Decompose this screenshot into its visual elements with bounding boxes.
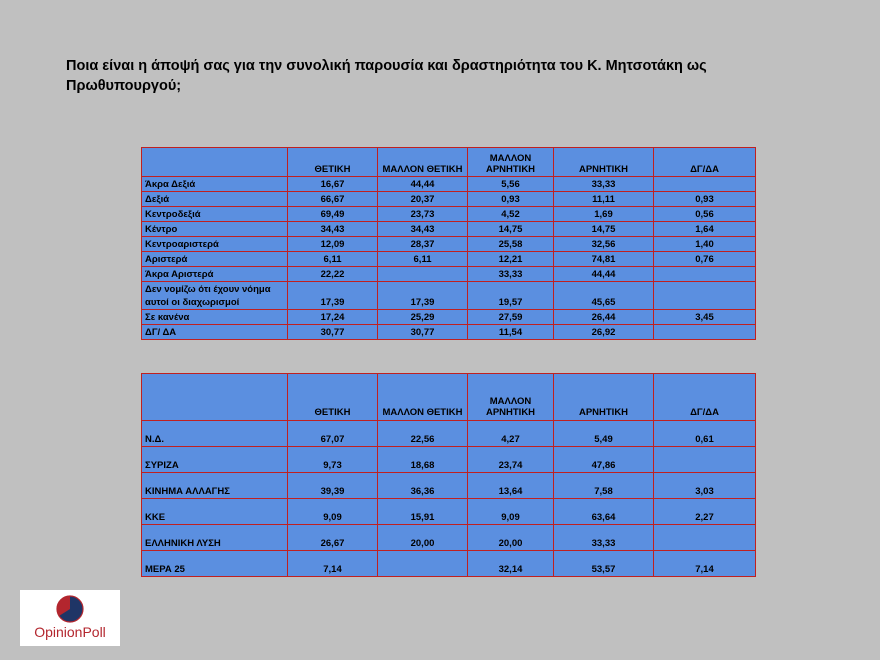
column-header xyxy=(142,374,288,421)
table-cell: 27,59 xyxy=(468,310,554,325)
table-cell: 4,52 xyxy=(468,207,554,222)
table-cell: 39,39 xyxy=(288,473,378,499)
table-row xyxy=(142,325,756,340)
row-label: Ν.Δ. xyxy=(142,421,288,447)
table-row xyxy=(142,222,756,237)
column-header: ΜΑΛΛΟΝ ΘΕΤΙΚΗ xyxy=(378,148,468,177)
opinionpoll-logo-icon xyxy=(56,595,84,623)
column-header: ΑΡΝΗΤΙΚΗ xyxy=(554,148,654,177)
table-row xyxy=(142,310,756,325)
row-label: ΜΕΡΑ 25 xyxy=(142,551,288,577)
table-cell: 9,09 xyxy=(468,499,554,525)
table-cell: 44,44 xyxy=(554,267,654,282)
table-cell: 18,68 xyxy=(378,447,468,473)
table-row xyxy=(142,525,756,551)
table-cell xyxy=(378,551,468,577)
table-row xyxy=(142,252,756,267)
header-row xyxy=(142,374,756,421)
table-cell: 1,64 xyxy=(654,222,756,237)
table-cell xyxy=(378,267,468,282)
column-header: ΜΑΛΛΟΝ ΑΡΝΗΤΙΚΗ xyxy=(468,148,554,177)
column-header: ΜΑΛΛΟΝ ΑΡΝΗΤΙΚΗ xyxy=(468,374,554,421)
table-cell: 13,64 xyxy=(468,473,554,499)
column-header: ΘΕΤΙΚΗ xyxy=(288,148,378,177)
table-cell: 6,11 xyxy=(288,252,378,267)
column-header: ΔΓ/ΔΑ xyxy=(654,148,756,177)
table-row xyxy=(142,421,756,447)
table-cell: 32,14 xyxy=(468,551,554,577)
table-cell: 17,39 xyxy=(378,282,468,310)
table-cell: 20,00 xyxy=(468,525,554,551)
table-cell xyxy=(654,267,756,282)
table-cell: 14,75 xyxy=(468,222,554,237)
table-cell: 5,56 xyxy=(468,177,554,192)
row-label: ΕΛΛΗΝΙΚΗ ΛΥΣΗ xyxy=(142,525,288,551)
logo-text: OpinionPoll xyxy=(34,624,106,640)
table-cell: 19,57 xyxy=(468,282,554,310)
row-label: Κέντρο xyxy=(142,222,288,237)
table-cell: 7,14 xyxy=(654,551,756,577)
row-label: Άκρα Δεξιά xyxy=(142,177,288,192)
table-cell: 3,45 xyxy=(654,310,756,325)
table-row xyxy=(142,473,756,499)
table-cell: 30,77 xyxy=(378,325,468,340)
column-header: ΑΡΝΗΤΙΚΗ xyxy=(554,374,654,421)
table-row xyxy=(142,282,756,310)
table-cell: 26,92 xyxy=(554,325,654,340)
table-cell: 67,07 xyxy=(288,421,378,447)
table-row xyxy=(142,237,756,252)
table-cell: 15,91 xyxy=(378,499,468,525)
opinionpoll-logo xyxy=(20,590,120,646)
table-cell: 63,64 xyxy=(554,499,654,525)
table-cell: 33,33 xyxy=(554,525,654,551)
table-cell: 20,00 xyxy=(378,525,468,551)
table-cell: 26,44 xyxy=(554,310,654,325)
table-cell: 0,93 xyxy=(654,192,756,207)
table-cell: 22,22 xyxy=(288,267,378,282)
table-cell: 2,27 xyxy=(654,499,756,525)
column-header xyxy=(142,148,288,177)
table-row xyxy=(142,177,756,192)
header-row xyxy=(142,148,756,177)
table-cell: 9,73 xyxy=(288,447,378,473)
table-row xyxy=(142,207,756,222)
table-cell: 5,49 xyxy=(554,421,654,447)
row-label: Αριστερά xyxy=(142,252,288,267)
row-label: Κεντροαριστερά xyxy=(142,237,288,252)
table-cell: 14,75 xyxy=(554,222,654,237)
table-cell: 45,65 xyxy=(554,282,654,310)
table-cell: 69,49 xyxy=(288,207,378,222)
table-cell: 23,74 xyxy=(468,447,554,473)
table-cell: 30,77 xyxy=(288,325,378,340)
row-label: ΣΥΡΙΖΑ xyxy=(142,447,288,473)
table-cell xyxy=(654,177,756,192)
table-cell: 74,81 xyxy=(554,252,654,267)
table-row xyxy=(142,447,756,473)
table-cell: 44,44 xyxy=(378,177,468,192)
table-cell: 7,58 xyxy=(554,473,654,499)
table-cell: 0,56 xyxy=(654,207,756,222)
row-label: Άκρα Αριστερά xyxy=(142,267,288,282)
table-cell: 23,73 xyxy=(378,207,468,222)
table-cell: 4,27 xyxy=(468,421,554,447)
table-cell: 0,93 xyxy=(468,192,554,207)
table-row xyxy=(142,267,756,282)
results-by-party-table xyxy=(141,373,756,577)
table-cell: 53,57 xyxy=(554,551,654,577)
table-cell: 32,56 xyxy=(554,237,654,252)
table-cell: 33,33 xyxy=(468,267,554,282)
table-cell: 6,11 xyxy=(378,252,468,267)
table-cell: 28,37 xyxy=(378,237,468,252)
table-cell: 25,58 xyxy=(468,237,554,252)
table-cell xyxy=(654,447,756,473)
table-cell: 34,43 xyxy=(378,222,468,237)
table-cell: 1,40 xyxy=(654,237,756,252)
column-header: ΘΕΤΙΚΗ xyxy=(288,374,378,421)
column-header: ΜΑΛΛΟΝ ΘΕΤΙΚΗ xyxy=(378,374,468,421)
table-cell: 11,11 xyxy=(554,192,654,207)
table-cell: 17,39 xyxy=(288,282,378,310)
table-cell: 26,67 xyxy=(288,525,378,551)
column-header: ΔΓ/ΔΑ xyxy=(654,374,756,421)
table-cell: 16,67 xyxy=(288,177,378,192)
table-row xyxy=(142,192,756,207)
row-label: ΚΚΕ xyxy=(142,499,288,525)
table-cell: 17,24 xyxy=(288,310,378,325)
row-label: ΔΓ/ ΔΑ xyxy=(142,325,288,340)
table-row xyxy=(142,499,756,525)
table-cell: 25,29 xyxy=(378,310,468,325)
table-cell: 33,33 xyxy=(554,177,654,192)
row-label: Κεντροδεξιά xyxy=(142,207,288,222)
row-label: ΚΙΝΗΜΑ ΑΛΛΑΓΗΣ xyxy=(142,473,288,499)
results-by-ideology-table xyxy=(141,147,756,340)
page-title: Ποια είναι η άποψή σας για την συνολική παρουσία και δραστηριότητα του Κ. Μητσοτάκη ως Πρωθυπουργού; xyxy=(66,58,707,94)
table-cell: 3,03 xyxy=(654,473,756,499)
table-cell: 47,86 xyxy=(554,447,654,473)
table-cell: 20,37 xyxy=(378,192,468,207)
row-label: Δεν νομίζω ότι έχουν νόημα αυτοί οι διαχωρισμοί xyxy=(142,282,288,310)
table-cell: 11,54 xyxy=(468,325,554,340)
table-cell xyxy=(654,325,756,340)
table-cell: 0,76 xyxy=(654,252,756,267)
table-cell: 7,14 xyxy=(288,551,378,577)
table-cell: 12,21 xyxy=(468,252,554,267)
table-row xyxy=(142,551,756,577)
table-cell: 12,09 xyxy=(288,237,378,252)
table-cell: 36,36 xyxy=(378,473,468,499)
table-cell: 66,67 xyxy=(288,192,378,207)
row-label: Σε κανένα xyxy=(142,310,288,325)
table-cell: 1,69 xyxy=(554,207,654,222)
row-label: Δεξιά xyxy=(142,192,288,207)
table-cell xyxy=(654,525,756,551)
table-cell: 22,56 xyxy=(378,421,468,447)
table-cell: 34,43 xyxy=(288,222,378,237)
table-cell: 9,09 xyxy=(288,499,378,525)
table-cell: 0,61 xyxy=(654,421,756,447)
table-cell xyxy=(654,282,756,310)
